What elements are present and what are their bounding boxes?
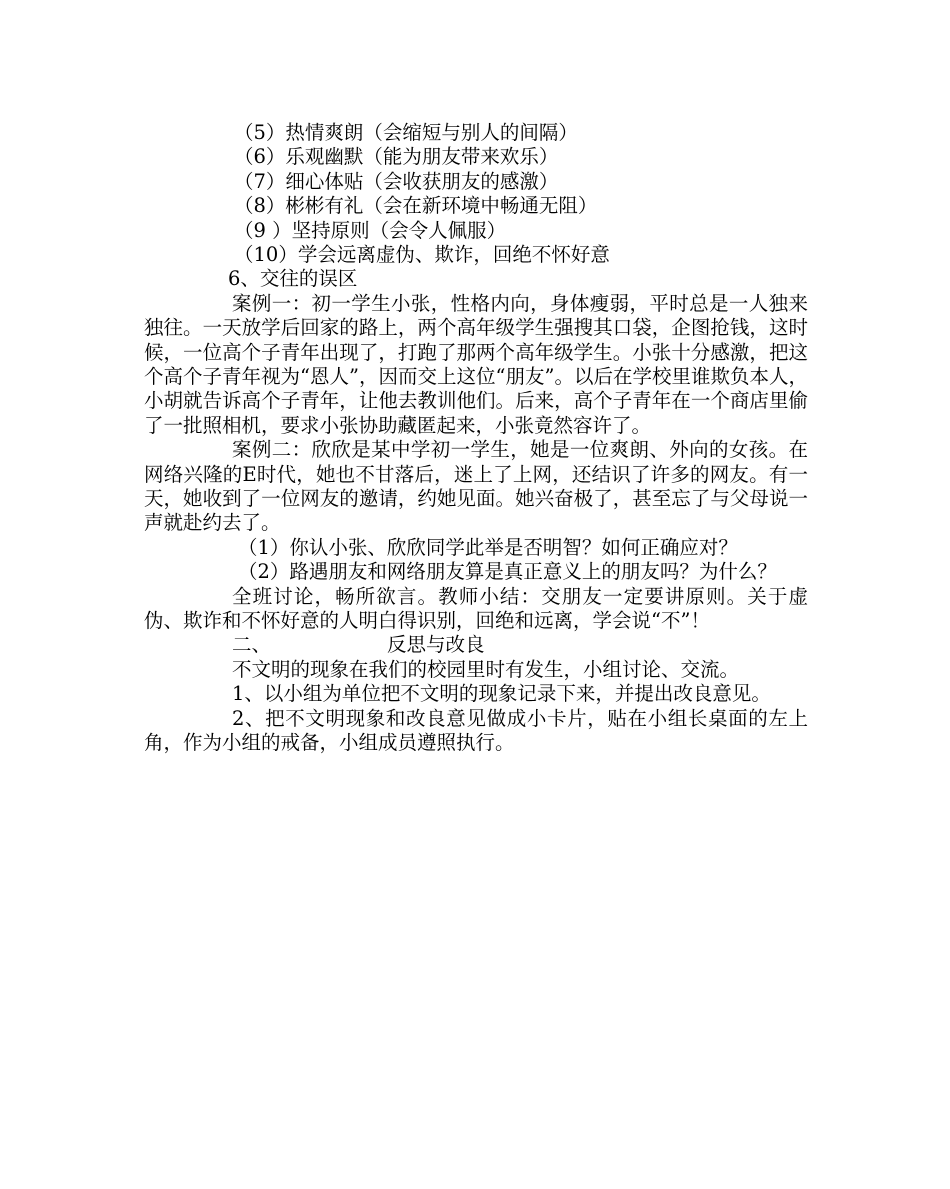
section-2-heading [144,633,808,657]
list-item-6: （6）乐观幽默（能为朋友带来欢乐） [234,145,559,169]
section-2-title: 反思与改良 [387,633,485,657]
section-2-number: 二、 [232,633,272,657]
case-one-paragraph: 案例一：初一学生小张，性格内向，身体瘦弱，平时总是一人独来独往。一天放学后回家的路上，两个高年级学生强搜其口袋，企图抢钱，这时候，一位高个子青年出现了，打跑了那两个高年级学生。小张十分感激，把这个高个子青年视为“恩人”，因而交上这位“朋友”。以后在学校里谁欺负本人，小胡就告诉高个子青年，让他去教训他们。后来，高个子青年在一个商店里偷了一批照相机，要求小张协助藏匿起来，小张竟然容许了。 [144,291,808,437]
list-item-9: （9 ）坚持原则（会令人佩服） [234,218,507,242]
section-6-heading: 6、交往的误区 [228,267,358,291]
list-item-8: （8）彬彬有礼（会在新环境中畅通无阻） [234,194,598,218]
teacher-summary-paragraph: 全班讨论，畅所欲言。教师小结：交朋友一定要讲原则。关于虚伪、欺诈和不怀好意的人明白得识别，回绝和远离，学会说“不”！ [144,584,808,632]
list-item-5: （5）热情爽朗（会缩短与别人的间隔） [234,121,578,144]
step-1: 1、以小组为单位把不文明的现象记录下来，并提出改良意见。 [232,682,771,706]
step-2-paragraph: 2、把不文明现象和改良意见做成小卡片，贴在小组长桌面的左上角，作为小组的戒备，小组成员遵照执行。 [144,706,808,754]
case-two-paragraph: 案例二：欣欣是某中学初一学生，她是一位爽朗、外向的女孩。在网络兴隆的E时代，她也不甘落后，迷上了上网，还结识了许多的网友。有一天，她收到了一位网友的邀请，约她见面。她兴奋极了，甚至忘了与父母说一声就赴约去了。 [144,438,808,535]
question-2: （2）路遇朋友和网络朋友算是真正意义上的朋友吗？为什么？ [238,560,777,584]
question-1: （1）你认小张、欣欣同学此举是否明智？如何正确应对？ [238,535,738,559]
section-2-intro: 不文明的现象在我们的校园里时有发生，小组讨论、交流。 [232,657,740,681]
list-item-7: （7）细心体贴（会收获朋友的感激） [234,169,559,193]
document-page [144,121,808,755]
list-item-10: （10）学会远离虚伪、欺诈，回绝不怀好意 [234,242,610,266]
